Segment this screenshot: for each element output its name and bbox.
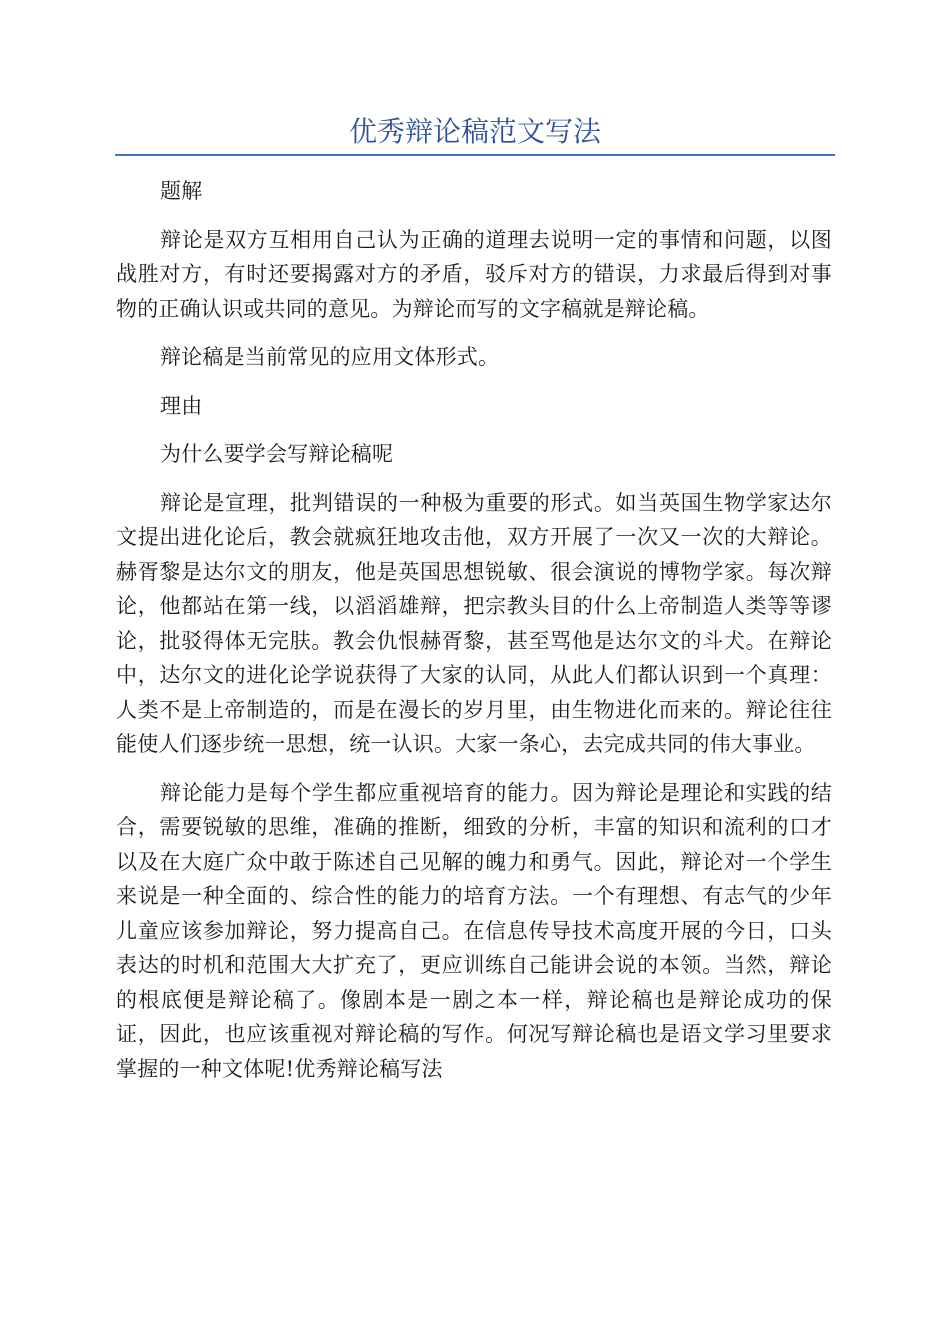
title-underline [115, 154, 835, 156]
paragraph-common-form: 辩论稿是当前常见的应用文体形式。 [160, 345, 500, 369]
paragraph-definition: 辩论是双方互相用自己认为正确的道理去说明一定的事情和问题，以图战胜对方，有时还要揭露对方的矛盾，驳斥对方的错误，力求最后得到对事物的正确认识或共同的意见。为辩论而写的文字稿就是辩论稿。 [116, 227, 832, 321]
paragraph-heading-liyou: 理由 [160, 393, 203, 418]
document-body [116, 174, 832, 1100]
paragraph-question: 为什么要学会写辩论稿呢 [160, 442, 394, 466]
title-block [115, 112, 835, 156]
paragraph-heading-tijie: 题解 [160, 179, 203, 203]
paragraph-debate-ability: 辩论能力是每个学生都应重视培育的能力。因为辩论是理论和实践的结合，需要锐敏的思维，准确的推断，细致的分析，丰富的知识和流利的口才以及在大庭广众中敢于陈述自己见解的魄力和勇气。因此，辩论对一个学生来说是一种全面的、综合性的能力的培育方法。一个有理想、有志气的少年儿童应该参加辩论，努力提高自己。在信息传导技术高度开展的今日，口头表达的时机和范围大大扩充了，更应训练自己能讲会说的本领。当然，辩论的根底便是辩论稿了。像剧本是一剧之本一样，辩论稿也是辩论成功的保证，因此，也应该重视对辩论稿的写作。何况写辩论稿也是语文学习里要求掌握的一种文体呢!优秀辩论稿写法 [116, 780, 832, 1081]
page-title: 优秀辩论稿范文写法 [348, 115, 601, 148]
paragraph-darwin-example: 辩论是宣理，批判错误的一种极为重要的形式。如当英国生物学家达尔文提出进化论后，教会就疯狂地攻击他，双方开展了一次又一次的大辩论。赫胥黎是达尔文的朋友，他是英国思想锐敏、很会演说的博物学家。每次辩论，他都站在第一线，以滔滔雄辩，把宗教头目的什么上帝制造人类等等谬论，批驳得体无完肤。教会仇恨赫胥黎，甚至骂他是达尔文的斗犬。在辩论中，达尔文的进化论学说获得了大家的认同，从此人们都认识到一个真理：人类不是上帝制造的，而是在漫长的岁月里，由生物进化而来的。辩论往往能使人们逐步统一思想，统一认识。大家一条心，去完成共同的伟大事业。 [116, 490, 832, 756]
